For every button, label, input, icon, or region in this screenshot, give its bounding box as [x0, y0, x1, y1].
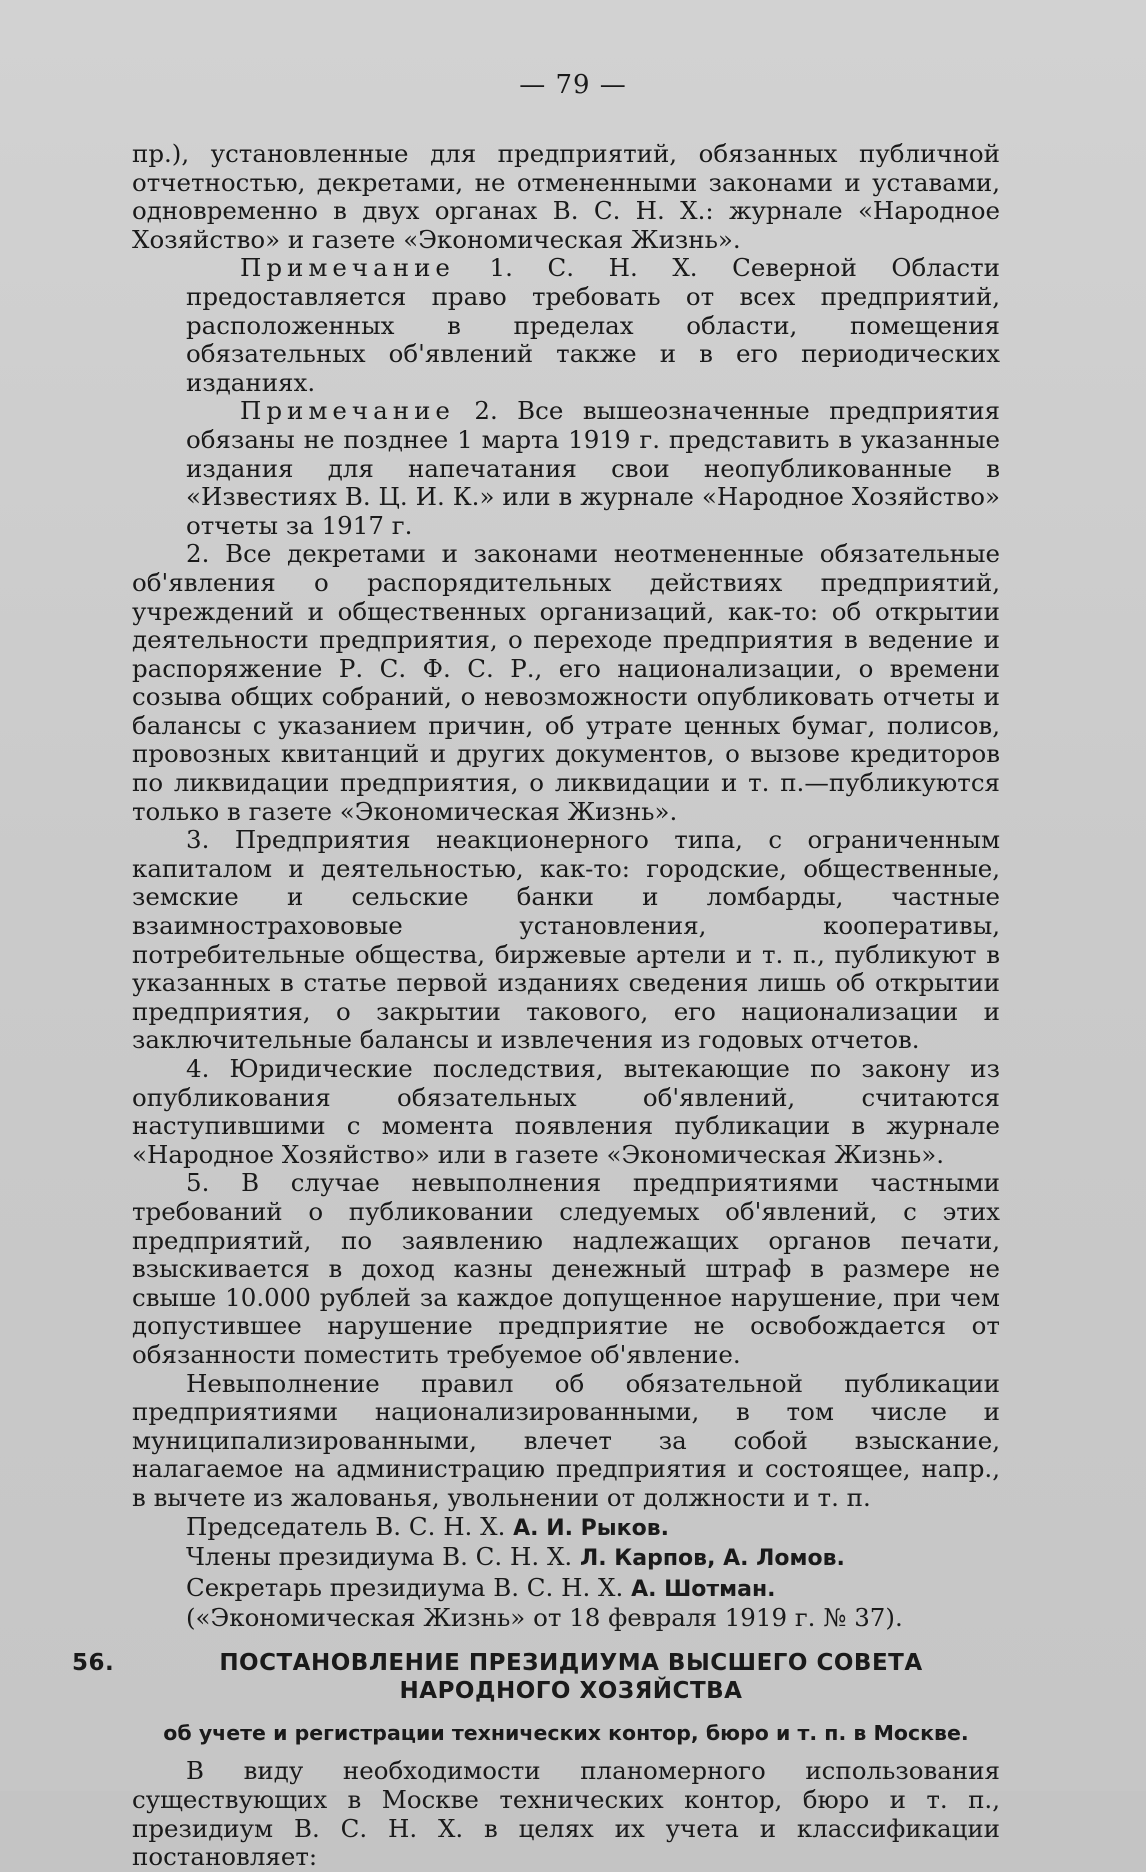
- note-1: [186, 254, 1000, 397]
- signature-chair: [132, 1513, 1000, 1544]
- paragraph-4: 4. Юридические последствия, вытекающие по закону из опубликования обязательных об'явлений, считаются наступившими с момента появления публикации в журнале «Народное Хозяйство» или в газете «Экономическая Жизнь».: [132, 1054, 1000, 1169]
- paragraph-5: 5. В случае невыполнения предприятиями частными требований о публиковании следуемых об'явлений, с этих предприятий, по заявлению надлежащих органов печати, взыскивается в доход казны денежный штраф в размере не свыше 10.000 рублей за каждое допущенное нарушение, при чем допустившее нарушение предприятие не освобождается от обязанности поместить требуемое об'явление.: [132, 1168, 1000, 1369]
- members-role: Члены президиума В. С. Н. Х.: [186, 1542, 580, 1572]
- note-1-label: Примечание: [240, 253, 455, 283]
- decree-subtitle: об учете и регистрации технических контор, бюро и т. п. в Москве.: [163, 1720, 969, 1745]
- paragraph-2: 2. Все декретами и законами неотмененные обязательные об'явления о распорядительных действиях предприятий, учреждений и общественных организаций, как-то: об открытии деятельности предприятия, о переходе предприятия в ведение и распоряжение Р. С. Ф. С. Р., его национализации, о времени созыва общих собраний, о невозможности опубликовать отчеты и балансы с указанием причин, об утрате ценных бумаг, полисов, провозных квитанций и других документов, о вызове кредиторов по ликвидации предприятия, о ликвидации и т. п.—публикуются только в газете «Экономическая Жизнь».: [132, 539, 1000, 826]
- note-2: [186, 397, 1000, 540]
- document-body: [72, 139, 1000, 1872]
- secretary-role: Секретарь президиума В. С. Н. Х.: [186, 1572, 632, 1602]
- signature-members: [132, 1543, 1000, 1574]
- decree-title: ПОСТАНОВЛЕНИЕ ПРЕЗИДИУМА ВЫСШЕГО СОВЕТА НАРОДНОГО ХОЗЯЙСТВА: [219, 1649, 923, 1704]
- chair-role: Председатель В. С. Н. Х.: [186, 1511, 514, 1541]
- page-number: — 79 —: [519, 70, 627, 100]
- decree-heading: [72, 1649, 1000, 1705]
- signature-secretary: [132, 1574, 1000, 1605]
- note-2-text: 2. Все вышеозначенные предприятия обязаны не позднее 1 марта 1919 г. представить в указанные издания для напечатания свои неопубликованные в «Известиях В. Ц. И. К.» или в журнале «Народное Хозяйство» отчеты за 1917 г.: [186, 396, 1000, 540]
- chair-name: А. И. Рыков.: [513, 1515, 669, 1541]
- decree-intro: В виду необходимости планомерного использования существующих в Москве технических контор, бюро и т. п., президиум В. С. Н. Х. в целях их учета и классификации постановляет:: [132, 1756, 1000, 1872]
- note-1-text: 1. С. Н. Х. Северной Области предоставляется право требовать от всех предприятий, расположенных в пределах области, помещения обязательных об'явлений также и в его периодических изданиях.: [186, 253, 1000, 397]
- secretary-name: А. Шотман.: [631, 1576, 776, 1602]
- source-citation: («Экономическая Жизнь» от 18 февраля 1919 г. № 37).: [186, 1603, 903, 1633]
- decree-number: 56.: [72, 1649, 115, 1676]
- note-2-label: Примечание: [240, 396, 455, 426]
- paragraph-1-continuation: пр.), установленные для предприятий, обязанных публичной отчетностью, декретами, не отмененными законами и уставами, одновременно в двух органах В. С. Н. Х.: журнале «Народное Хозяйство» и газете «Экономическая Жизнь».: [132, 139, 1000, 254]
- paragraph-6: Невыполнение правил об обязательной публикации предприятиями национализированными, в том числе и муниципализированными, влечет за собой взыскание, налагаемое на администрацию предприятия и состоящее, напр., в вычете из жалованья, увольнении от должности и т. п.: [132, 1368, 1000, 1512]
- paragraph-3: 3. Предприятия неакционерного типа, с ограниченным капиталом и деятельностью, как-то: городские, общественные, земские и сельские банки и ломбарды, частные взаимнострахововые установления, кооперативы, потребительные общества, биржевые артели и т. п., публикуют в указанных в статье первой изданиях сведения лишь об открытии предприятия, о закрытии такового, его национализации и заключительные балансы и извлечения из годовых отчетов.: [132, 825, 1000, 1055]
- members-names: Л. Карпов, А. Ломов.: [579, 1546, 845, 1572]
